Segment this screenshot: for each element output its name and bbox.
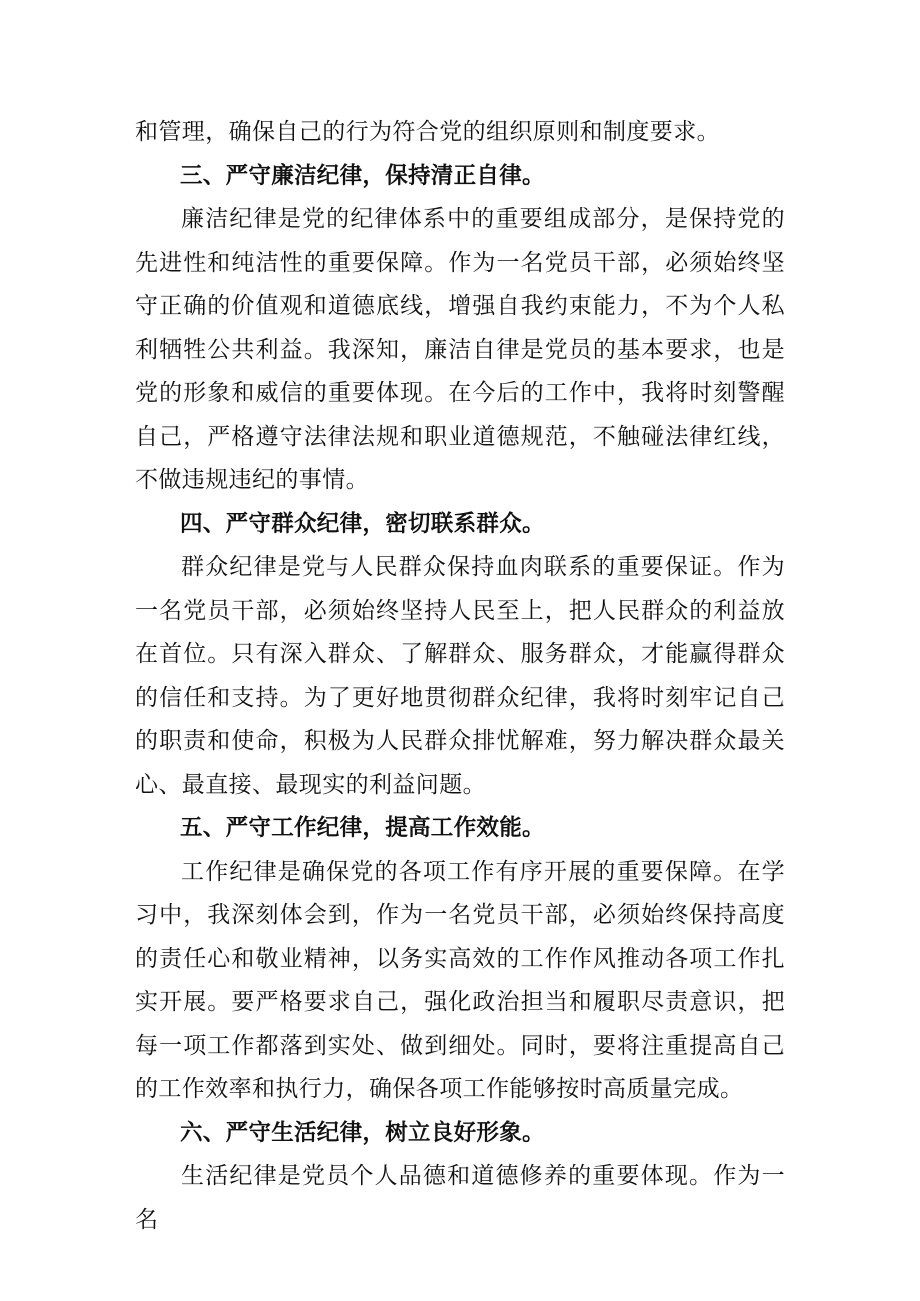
paragraph-continued: 和管理，确保自己的行为符合党的组织原则和制度要求。 xyxy=(135,119,720,145)
paragraph: 群众纪律是党与人民群众保持血肉联系的重要保证。作为一名党员干部，必须始终坚持人民至上，把人民群众的利益放在首位。只有深入群众、了解群众、服务群众，才能赢得群众的信任和支持。为了更好地贯彻群众纪律，我将时刻牢记自己的职责和使命，积极为人民群众排忧解难，努力解决群众最关心、最直接、最现实的利益问题。 xyxy=(135,554,785,798)
document-body xyxy=(135,111,785,1242)
section-heading-3: 三、严守廉洁纪律，保持清正自律。 xyxy=(180,162,545,189)
paragraph: 廉洁纪律是党的纪律体系中的重要组成部分，是保持党的先进性和纯洁性的重要保障。作为一名党员干部，必须始终坚守正确的价值观和道德底线，增强自我约束能力，不为个人私利牺牲公共利益。我深知，廉洁自律是党员的基本要求，也是党的形象和威信的重要体现。在今后的工作中，我将时刻警醒自己，严格遵守法律法规和职业道德规范，不触碰法律红线，不做违规违纪的事情。 xyxy=(135,206,785,493)
section-heading-6: 六、严守生活纪律，树立良好形象。 xyxy=(180,1119,545,1146)
section-heading-4: 四、严守群众纪律，密切联系群众。 xyxy=(180,510,545,537)
paragraph: 生活纪律是党员个人品德和道德修养的重要体现。作为一名 xyxy=(135,1163,785,1233)
section-heading-5: 五、严守工作纪律，提高工作效能。 xyxy=(180,815,545,841)
paragraph: 工作纪律是确保党的各项工作有序开展的重要保障。在学习中，我深刻体会到，作为一名党员干部，必须始终保持高度的责任心和敬业精神，以务实高效的工作作风推动各项工作扎实开展。要严格要求自己，强化政治担当和履职尽责意识，把每一项工作都落到实处、做到细处。同时，要将注重提高自己的工作效率和执行力，确保各项工作能够按时高质量完成。 xyxy=(135,858,785,1102)
